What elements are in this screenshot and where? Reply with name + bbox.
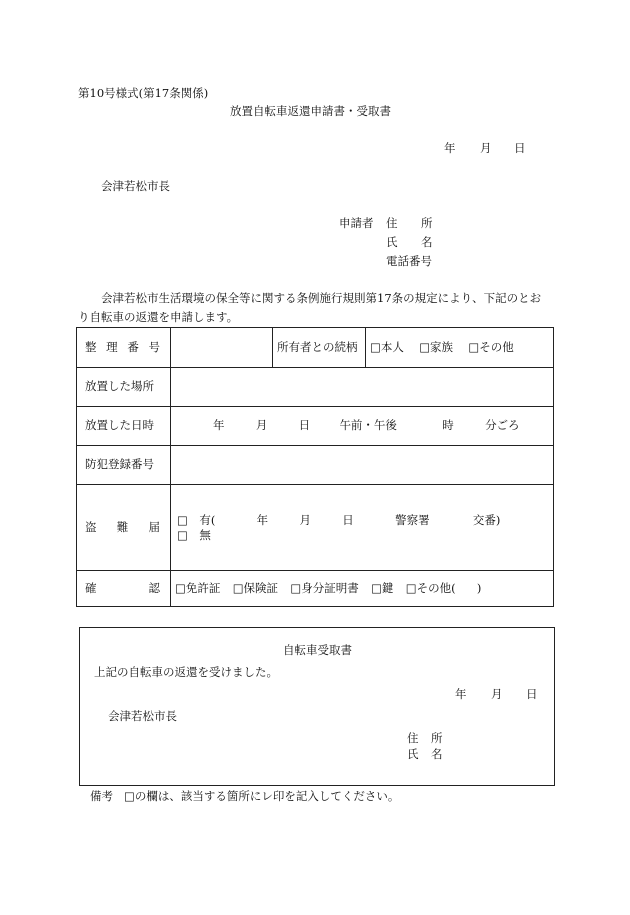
address-label-1: 住	[386, 216, 398, 230]
phone-label: 電話番号	[386, 254, 432, 268]
receipt-name-label-2: 名	[431, 747, 443, 761]
theft-month: 月	[299, 512, 311, 527]
theft-day: 日	[342, 512, 354, 527]
field-reference-number[interactable]	[171, 328, 273, 368]
field-theft-report	[171, 485, 554, 571]
row-datetime	[77, 407, 554, 446]
receipt-text: 上記の自転車の返還を受けました。	[94, 665, 278, 679]
addressee: 会津若松市長	[101, 179, 170, 193]
datetime-day: 日	[298, 418, 311, 433]
relation-other-checkbox[interactable]: □その他	[468, 339, 514, 354]
row-confirmation	[77, 571, 554, 607]
form-number: 第10号様式(第17条関係)	[78, 86, 209, 100]
receipt-date-month: 月	[491, 687, 503, 701]
theft-year: 年	[256, 512, 269, 527]
note-text: □の欄は、該当する箇所にレ印を記入してください。	[124, 789, 400, 803]
receipt-date-year: 年	[455, 687, 467, 701]
row-registration	[77, 446, 554, 485]
form-title: 放置自転車返還申請書・受取書	[230, 104, 391, 118]
label-relation: 所有者との続柄	[273, 328, 366, 368]
datetime-minute: 分ごろ	[485, 418, 520, 433]
field-location[interactable]	[171, 368, 554, 407]
label-theft-report: 盗難届	[77, 485, 171, 571]
label-confirmation: 確認	[77, 571, 171, 607]
row-reference-number	[77, 328, 554, 368]
confirm-other-close: )	[476, 580, 482, 595]
date-month: 月	[480, 141, 492, 155]
receipt-date-day: 日	[526, 687, 538, 701]
confirm-insurance-checkbox[interactable]: □保険証	[232, 580, 279, 595]
date-year: 年	[444, 141, 456, 155]
theft-koban: 交番)	[472, 512, 501, 527]
date-day: 日	[514, 141, 526, 155]
application-table	[76, 327, 554, 607]
receipt-box	[79, 627, 555, 786]
name-label-1: 氏	[386, 235, 398, 249]
confirm-key-checkbox[interactable]: □鍵	[371, 580, 394, 595]
label-registration: 防犯登録番号	[77, 446, 171, 485]
receipt-address-label-1: 住	[407, 731, 419, 745]
receipt-name-label-1: 氏	[407, 747, 419, 761]
label-reference-number: 整理番号	[77, 328, 171, 368]
receipt-address-label-2: 所	[431, 731, 443, 745]
theft-police-station: 警察署	[395, 512, 430, 527]
theft-no-checkbox[interactable]: □ 無	[177, 527, 211, 542]
confirm-other-checkbox[interactable]: □その他(	[405, 580, 456, 595]
receipt-title: 自転車受取書	[283, 643, 352, 657]
relation-family-checkbox[interactable]: □家族	[419, 339, 454, 354]
field-datetime[interactable]	[171, 407, 554, 446]
field-relation	[366, 328, 554, 368]
note-label: 備考	[90, 789, 113, 803]
field-registration[interactable]	[171, 446, 554, 485]
datetime-year: 年	[213, 418, 225, 433]
confirm-id-checkbox[interactable]: □身分証明書	[290, 580, 359, 595]
row-theft-report	[77, 485, 554, 571]
datetime-ampm: 午前・午後	[339, 418, 397, 433]
datetime-month: 月	[255, 418, 268, 433]
address-label-2: 所	[421, 216, 433, 230]
field-confirmation	[171, 571, 554, 607]
relation-self-checkbox[interactable]: □本人	[370, 339, 404, 354]
receipt-addressee: 会津若松市長	[108, 709, 177, 723]
body-line-1: 会津若松市生活環境の保全等に関する条例施行規則第17条の規定により、下記のとお	[101, 291, 542, 305]
applicant-label: 申請者	[339, 216, 374, 230]
datetime-hour: 時	[442, 418, 454, 433]
body-line-2: り自転車の返還を申請します。	[78, 310, 239, 324]
label-location: 放置した場所	[77, 368, 171, 407]
name-label-2: 名	[421, 235, 433, 249]
confirm-license-checkbox[interactable]: □免許証	[175, 580, 221, 595]
theft-yes-checkbox[interactable]: □ 有(	[177, 512, 216, 527]
label-datetime: 放置した日時	[77, 407, 171, 446]
row-location	[77, 368, 554, 407]
